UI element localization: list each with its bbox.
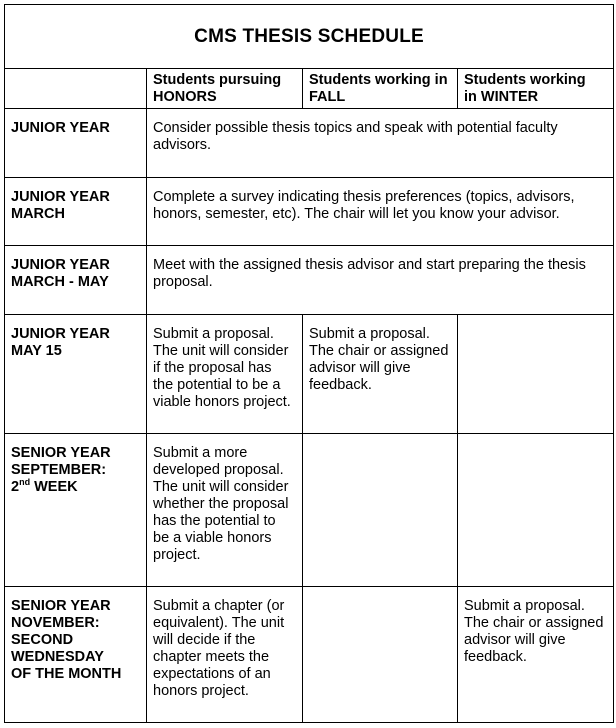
row-honors-cell	[147, 587, 303, 723]
row-label: JUNIOR YEAR	[11, 120, 110, 136]
table-row	[5, 434, 614, 587]
row-label: JUNIOR YEAR MARCH	[11, 189, 110, 222]
col-header-honors	[147, 69, 303, 109]
col-header-fall-text: Students working in FALL	[309, 72, 448, 105]
corner-cell	[5, 69, 147, 109]
col-header-honors-text: Students pursuing HONORS	[153, 72, 282, 105]
table-row	[5, 178, 614, 246]
row-label: SENIOR YEAR NOVEMBER: SECOND WEDNESDAY OF THE MONTH	[11, 598, 122, 682]
table-row	[5, 587, 614, 723]
row-all-cell	[147, 109, 614, 178]
schedule-table	[4, 4, 614, 723]
row-winter-cell	[458, 315, 614, 434]
row-label-cell	[5, 109, 147, 178]
row-label-cell	[5, 246, 147, 315]
row-honors-cell	[147, 434, 303, 587]
row-all-text: Meet with the assigned thesis advisor and start preparing the thesis proposal.	[153, 257, 586, 290]
row-label: JUNIOR YEAR MAY 15	[11, 326, 110, 359]
row-fall-cell	[303, 434, 458, 587]
row-all-text: Consider possible thesis topics and speak with potential faculty advisors.	[153, 120, 558, 153]
header-row	[5, 69, 614, 109]
title-cell	[5, 5, 614, 69]
table-row	[5, 246, 614, 315]
row-label-cell	[5, 315, 147, 434]
row-label-num: 2	[11, 479, 20, 495]
row-winter-cell	[458, 434, 614, 587]
table-row	[5, 109, 614, 178]
row-label-line1: SENIOR YEAR SEPTEMBER:	[11, 445, 111, 478]
row-winter-text	[458, 434, 613, 445]
row-winter-text	[458, 315, 613, 326]
row-fall-cell	[303, 587, 458, 723]
row-honors-cell	[147, 315, 303, 434]
row-label-rest: WEEK	[30, 479, 78, 495]
row-fall-text: Submit a proposal. The chair or assigned advisor will give feedback.	[309, 326, 449, 393]
row-label	[5, 434, 146, 496]
row-label-cell	[5, 178, 147, 246]
row-label-cell	[5, 587, 147, 723]
row-honors-text: Submit a proposal. The unit will consider if the proposal has the potential to be a viable honors project.	[153, 326, 291, 410]
table-row	[5, 315, 614, 434]
row-fall-text	[303, 587, 457, 598]
title-row	[5, 5, 614, 69]
row-winter-text: Submit a proposal. The chair or assigned advisor will give feedback.	[464, 598, 604, 665]
row-all-cell	[147, 178, 614, 246]
row-winter-cell	[458, 587, 614, 723]
page-title: CMS THESIS SCHEDULE	[194, 25, 424, 47]
col-header-winter-text: Students working in WINTER	[464, 72, 586, 105]
row-label: JUNIOR YEAR MARCH - MAY	[11, 257, 110, 290]
row-label-cell	[5, 434, 147, 587]
schedule-document	[4, 4, 614, 723]
col-header-fall	[303, 69, 458, 109]
row-honors-text: Submit a chapter (or equivalent). The unit will decide if the chapter meets the expectations of an honors project.	[153, 598, 285, 699]
col-header-winter	[458, 69, 614, 109]
row-fall-text	[303, 434, 457, 445]
row-honors-text: Submit a more developed proposal. The unit will consider whether the proposal has the potential to be a viable honors project.	[153, 445, 289, 563]
row-all-text: Complete a survey indicating thesis preferences (topics, advisors, honors, semester, etc). The chair will let you know your advisor.	[153, 189, 575, 222]
row-label-sup: nd	[19, 477, 31, 487]
row-fall-cell	[303, 315, 458, 434]
row-all-cell	[147, 246, 614, 315]
